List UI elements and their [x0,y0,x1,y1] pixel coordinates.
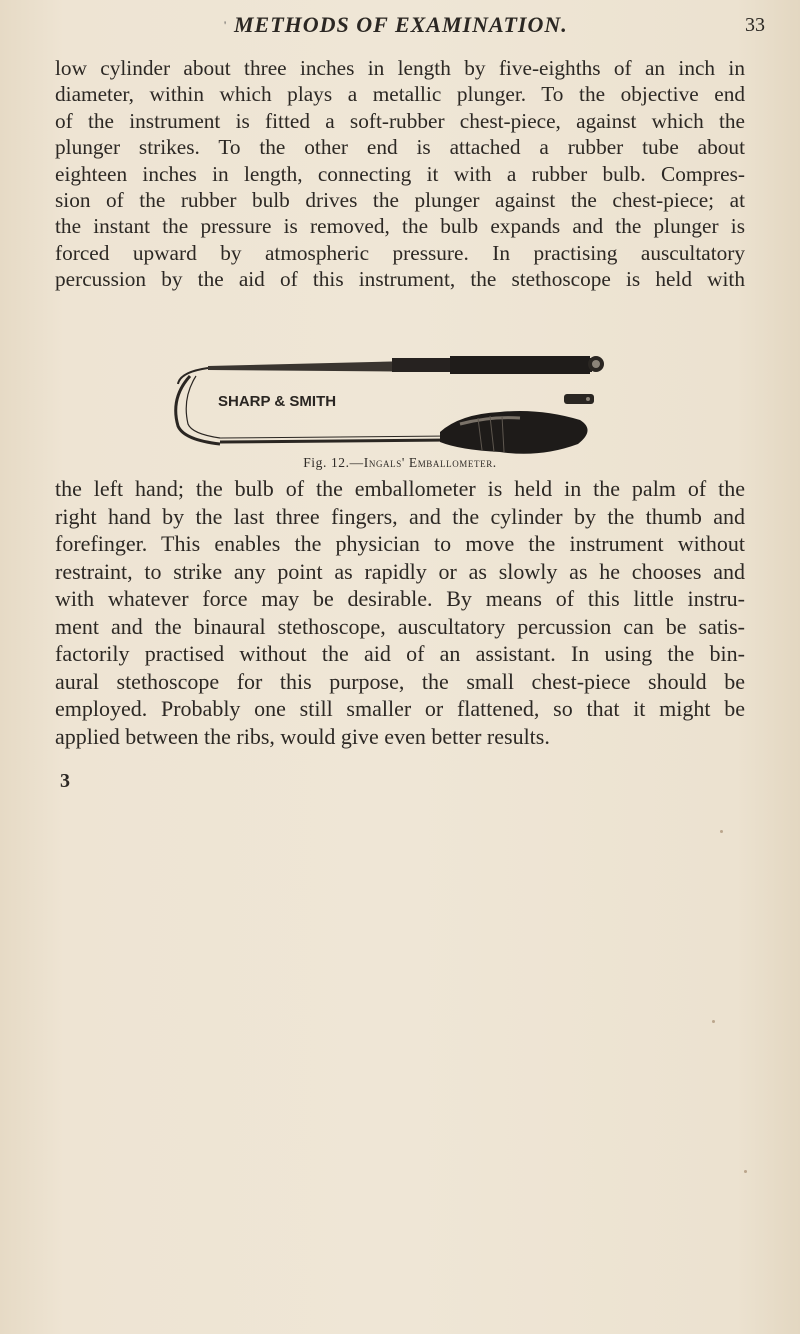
text-line: forced upward by atmospheric pressure. In practising auscultatory [55,240,745,265]
caption-prefix: Fig. 12.— [303,455,364,470]
emballometer-illustration [160,346,620,462]
text-line: sion of the rubber bulb drives the plunger against the chest-piece; at [55,188,745,213]
tube-bottom-inner [220,436,450,438]
text-line: with whatever force may be desirable. By means of this little instru- [55,586,745,611]
text-line: the left hand; the bulb of the emballometer is held in the palm of the [55,476,745,501]
paper-speck [720,830,723,833]
paragraph-bottom [55,475,745,750]
text-line: ment and the binaural stethoscope, auscultatory percussion can be satis- [55,613,745,639]
paragraph-top [55,55,745,293]
text-line: right hand by the last three fingers, and the cylinder by the thumb and [55,503,745,529]
text-line: restraint, to strike any point as rapidly or as slowly as he chooses and [55,558,745,584]
paper-speck [744,1170,747,1173]
text-line: the instant the pressure is removed, the bulb expands and the plunger is [55,214,745,239]
text-line: low cylinder about three inches in length by five-eighths of an inch in [55,56,745,80]
text-line: percussion by the aid of this instrument, the stethoscope is held with [55,267,745,292]
text-line: eighteen inches in length, connecting it with a rubber bulb. Compres- [55,161,745,186]
text-line: aural stethoscope for this purpose, the small chest-piece should be [55,668,745,694]
paper-speck [712,1020,715,1023]
maker-label: SHARP & SMITH [218,393,337,410]
text-line: of the instrument is fitted a soft-rubber chest-piece, against which the [55,108,745,133]
caption-name: Ingals' Emballometer. [363,455,497,470]
text-line: applied between the ribs, would give even better results. [55,723,550,749]
emballometer-figure [160,346,620,462]
text-line: employed. Probably one still smaller or flattened, so that it might be [55,696,745,721]
middle-fitting-highlight [586,397,590,401]
tube-curve-left [176,376,220,444]
cylinder-top-dark [450,356,590,374]
text-line: diameter, within which plays a metallic plunger. To the objective end [55,82,745,107]
figure-caption [0,455,800,471]
page-number: 33 [745,14,765,36]
cylinder-cap-highlight [592,360,600,368]
signature-mark: 3 [60,770,70,792]
header-mark: ' [224,18,227,32]
text-line: plunger strikes. To the other end is attached a rubber tube about [55,135,745,160]
running-head [0,12,800,42]
tube-curve-inner [186,376,220,438]
text-line: factorily practised without the aid of an assistant. In using the bin- [55,641,745,666]
text-line: forefinger. This enables the physician to move the instrument without [55,531,745,556]
tube-bottom [220,440,450,442]
running-title: METHODS OF EXAMINATION. [234,12,568,37]
